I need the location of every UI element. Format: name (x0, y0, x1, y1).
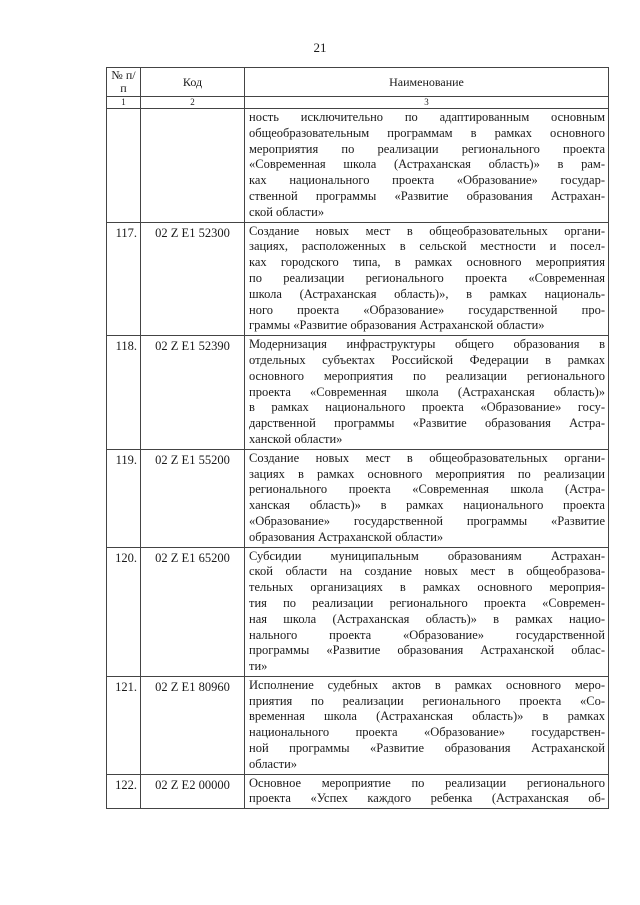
row-code: 02 Z E1 52300 (141, 222, 245, 336)
table-row (107, 547, 609, 676)
description-line: программы «Развитие образования Астраханской облас- (249, 643, 605, 658)
row-number (107, 109, 141, 223)
description-line: основного мероприятия по реализации регионального (249, 368, 605, 383)
row-number: 119. (107, 449, 141, 547)
description-line: проекта «Современная школа (Астраханская область)» (249, 384, 605, 399)
description-line: ного проекта «Образование» государственной про- (249, 302, 605, 317)
description-line: Исполнение судебных актов в рамках основного меро- (249, 677, 605, 692)
row-description (245, 547, 609, 676)
description-line: зациях, расположенных в сельской местности и посел- (249, 239, 605, 254)
row-number: 120. (107, 547, 141, 676)
description-line: ственной программы «Развитие образования Астрахан- (249, 188, 605, 203)
description-line: образования Астраханской области» (249, 529, 444, 544)
description-line: «Образование» государственной программы «Развитие (249, 513, 605, 528)
header-row (107, 68, 609, 97)
header-name: Наименование (245, 68, 609, 97)
row-number: 117. (107, 222, 141, 336)
column-index: 1 (107, 97, 141, 109)
description-line: по реализации регионального проекта «Современная (249, 270, 605, 285)
column-index-row (107, 97, 609, 109)
description-line: зациях в рамках основного мероприятия по реализации (249, 466, 605, 481)
description-line: «Современная школа (Астраханская область)» в рам- (249, 157, 605, 172)
description-line: тельных организациях в рамках основного мероприя- (249, 580, 605, 595)
table-row (107, 109, 609, 223)
description-line: отдельных субъектах Российской Федерации в рамках (249, 352, 605, 367)
row-number: 118. (107, 336, 141, 450)
row-code: 02 Z E1 80960 (141, 676, 245, 774)
column-index: 2 (141, 97, 245, 109)
row-code: 02 Z E2 00000 (141, 774, 245, 809)
budget-classification-table (106, 67, 609, 809)
row-description (245, 449, 609, 547)
table-row (107, 222, 609, 336)
header-code: Код (141, 68, 245, 97)
row-number: 122. (107, 774, 141, 809)
description-line: ках городского типа, в рамках основного мероприятия (249, 255, 605, 270)
description-line: ной программы «Развитие образования Астраханской (249, 741, 605, 756)
description-line: ти» (249, 659, 268, 674)
description-line: национального проекта «Образование» государствен- (249, 725, 605, 740)
description-line: нального проекта «Образование» государственной (249, 627, 605, 642)
description-line: ханской области» (249, 431, 343, 446)
description-line: ской области» (249, 204, 325, 219)
table-row (107, 336, 609, 450)
row-description (245, 774, 609, 809)
page-number: 21 (313, 40, 327, 55)
row-description (245, 336, 609, 450)
row-code (141, 109, 245, 223)
description-line: Субсидии муниципальным образованиям Астрахан- (249, 548, 605, 563)
description-line: в рамках национального проекта «Образование» госу- (249, 400, 605, 415)
description-line: Модернизация инфраструктуры общего образования в (249, 337, 605, 352)
description-line: приятия по реализации регионального проекта «Со- (249, 693, 605, 708)
column-index: 3 (245, 97, 609, 109)
row-number: 121. (107, 676, 141, 774)
description-line: проекта «Успех каждого ребенка (Астраханская об- (249, 791, 605, 806)
description-line: общеобразовательным программам в рамках основного (249, 125, 605, 140)
description-line: школа (Астраханская область)», в рамках националь- (249, 286, 605, 301)
description-line: ках национального проекта «Образование» государ- (249, 173, 605, 188)
table-row (107, 449, 609, 547)
description-line: Основное мероприятие по реализации регионального (249, 775, 605, 790)
row-code: 02 Z E1 52390 (141, 336, 245, 450)
row-description (245, 109, 609, 223)
header-num (107, 68, 141, 97)
description-line: мероприятия по реализации регионального проекта (249, 141, 605, 156)
description-line: дарственной программы «Развитие образования Астра- (249, 416, 605, 431)
row-code: 02 Z E1 55200 (141, 449, 245, 547)
description-line: ханская область)» в рамках национального проекта (249, 498, 605, 513)
table-row (107, 676, 609, 774)
table-row (107, 774, 609, 809)
row-code: 02 Z E1 65200 (141, 547, 245, 676)
description-line: ность исключительно по адаптированным основным (249, 110, 605, 124)
description-line: временная школа (Астраханская область)» в рамках (249, 709, 605, 724)
description-line: Создание новых мест в общеобразовательных органи- (249, 450, 605, 465)
description-line: граммы «Развитие образования Астраханской области» (249, 318, 545, 333)
row-description (245, 676, 609, 774)
row-description (245, 222, 609, 336)
description-line: ная школа (Астраханская область)» в рамках нацио- (249, 611, 605, 626)
description-line: области» (249, 756, 298, 771)
description-line: регионального проекта «Современная школа (Астра- (249, 482, 605, 497)
description-line: ской области на создание новых мест в общеобразова- (249, 564, 605, 579)
description-line: тия по реализации регионального проекта «Современ- (249, 595, 605, 610)
description-line: Создание новых мест в общеобразовательных органи- (249, 223, 605, 238)
table-body (107, 109, 609, 809)
header-num-text: № п/п (111, 68, 136, 95)
